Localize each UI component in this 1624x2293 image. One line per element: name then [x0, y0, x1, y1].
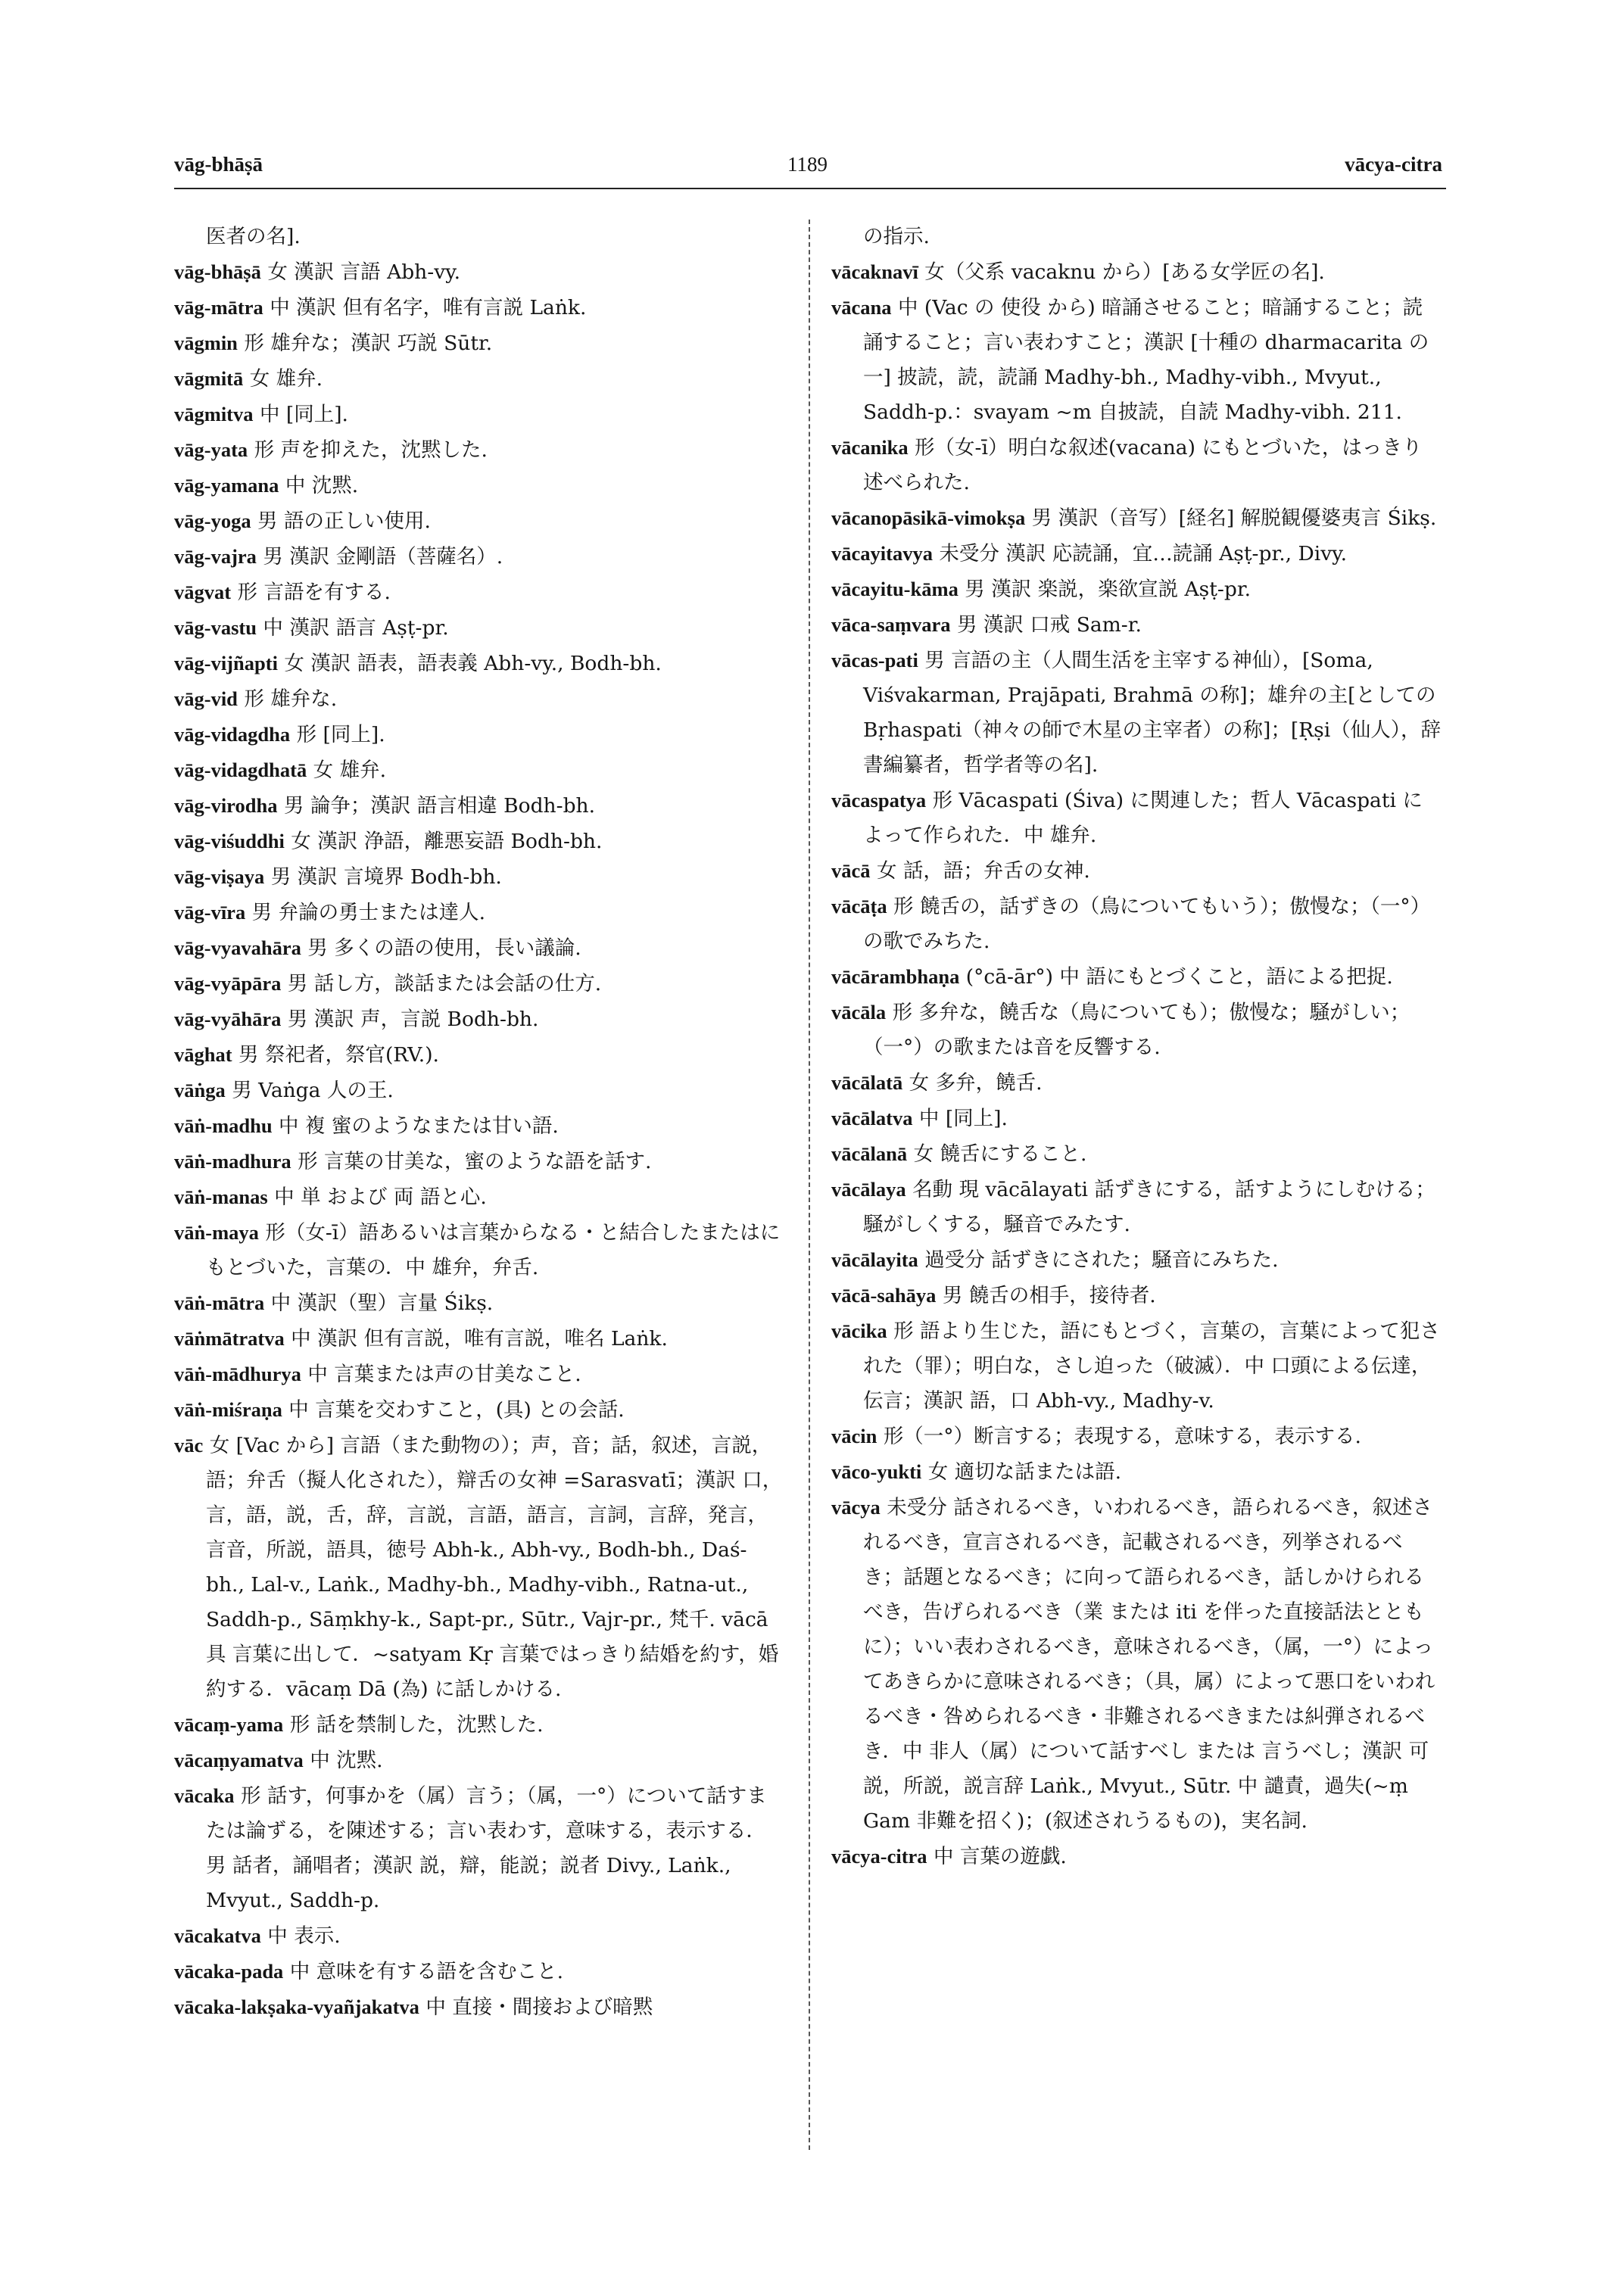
- dictionary-entry: [174, 575, 784, 610]
- entry-headword: vācāṭa: [831, 895, 887, 918]
- entry-definition: 形（一°）断言する；表現する，意味する，表示する.: [883, 1425, 1361, 1448]
- entry-definition: 女 饒舌にすること.: [913, 1142, 1087, 1166]
- entry-definition: 男 言語の主（人間生活を主宰する神仙），[Soma, Viśvakarman, Prajāpati, Brahmā の称]；雄弁の主[としての Bṛhaspati（神々の師で木星の主宰者）の称]；[Ṛṣi（仙人），辞書編纂者，哲学者等の名].: [863, 649, 1441, 777]
- entry-definition: 過受分 話ずきにされた；騒音にみちた.: [924, 1248, 1279, 1272]
- dictionary-entry: [831, 572, 1441, 607]
- entry-headword: vācālatā: [831, 1071, 903, 1094]
- dictionary-entry: [174, 254, 784, 290]
- dictionary-entry: [174, 397, 784, 432]
- entry-headword: vāg-vīra: [174, 901, 246, 924]
- dictionary-entry: [831, 500, 1441, 536]
- entry-definition: 中 漢訳 但有名字，唯有言説 Laṅk.: [270, 296, 587, 319]
- dictionary-entry: [831, 607, 1441, 643]
- entry-headword: vāg-vyāhāra: [174, 1008, 282, 1030]
- entry-definition: 医者の名].: [206, 225, 301, 248]
- entry-headword: vācāla: [831, 1001, 887, 1023]
- dictionary-entry: [831, 1065, 1441, 1101]
- entry-headword: vācya: [831, 1496, 881, 1519]
- entry-definition: 中 表示.: [267, 1924, 341, 1948]
- dictionary-entry: [174, 824, 784, 859]
- entry-definition: 男 Vaṅga 人の王.: [232, 1079, 394, 1102]
- entry-definition: 中 (Vac の 使役 から) 暗誦させること；暗誦すること；読誦すること；言い表わすこと；漢訳 [十種の dharmacarita の一] 披読，読，読誦 Madhy-bh., Madhy-vibh., Mvyut., Saddh-p.：svayam ~m 自披読，自読 Madhy-vibh. 211.: [863, 296, 1429, 424]
- entry-definition: 女 適切な話または語.: [927, 1460, 1122, 1484]
- entry-definition: (°cā-ār°) 中 語にもとづくこと，語による把捉.: [965, 965, 1393, 989]
- dictionary-entry: [174, 1285, 784, 1321]
- dictionary-entry: [174, 752, 784, 788]
- entry-definition: 男 漢訳 楽説，楽欲宣説 Aṣṭ-pr.: [965, 578, 1252, 601]
- entry-definition: 女 雄弁.: [249, 367, 323, 391]
- dictionary-entry: [831, 1839, 1441, 1874]
- dictionary-entry: [831, 783, 1441, 853]
- dictionary-entry: [174, 1918, 784, 1954]
- entry-headword: vāg-virodha: [174, 794, 278, 817]
- dictionary-entry: [174, 1392, 784, 1428]
- dictionary-entry: [174, 966, 784, 1002]
- dictionary-entry: [831, 430, 1441, 500]
- dictionary-entry: [831, 1278, 1441, 1313]
- dictionary-entry: [174, 1215, 784, 1285]
- entry-headword: vācaka-pada: [174, 1960, 284, 1983]
- entry-headword: vāṅ-madhura: [174, 1150, 291, 1173]
- entry-definition: 形 雄弁な；漢訳 巧説 Sūtr.: [244, 332, 493, 355]
- entry-headword: vācālanā: [831, 1142, 908, 1165]
- right-column: [831, 220, 1441, 1874]
- entry-headword: vāṅ-mādhurya: [174, 1363, 301, 1385]
- running-head-right: vācya-citra: [1345, 153, 1442, 176]
- entry-headword: vāg-yata: [174, 438, 248, 461]
- entry-headword: vāg-yamana: [174, 474, 279, 497]
- entry-definition: 中 言葉の遊戯.: [934, 1845, 1067, 1868]
- entry-headword: vācayitavya: [831, 542, 933, 565]
- entry-headword: vācaṃyamatva: [174, 1749, 304, 1771]
- dictionary-entry: [174, 930, 784, 966]
- dictionary-entry: [174, 646, 784, 681]
- page-number: 1189: [787, 153, 828, 176]
- entry-headword: vāg-vidagdhatā: [174, 759, 307, 781]
- entry-definition: 男 話し方，談話または会話の仕方.: [287, 972, 602, 995]
- entry-headword: vāg-viṣaya: [174, 865, 265, 888]
- entry-definition: 男 弁論の勇士または達人.: [251, 901, 485, 924]
- entry-headword: vāghat: [174, 1043, 232, 1066]
- dictionary-entry: [174, 468, 784, 503]
- entry-headword: vāg-vid: [174, 687, 238, 710]
- dictionary-entry: [831, 290, 1441, 430]
- entry-definition: 形 多弁な，饒舌な（鳥についても）；傲慢な；騒がしい；（一°）の歌または音を反響する.: [863, 1001, 1410, 1059]
- entry-headword: vācā: [831, 859, 871, 882]
- dictionary-entry: [831, 1242, 1441, 1278]
- dictionary-entry: [174, 326, 784, 361]
- entry-definition: 中 沈黙.: [285, 474, 359, 497]
- entry-definition: 中 直接・間接および暗黙: [425, 1995, 653, 2019]
- entry-headword: vāg-vyāpāra: [174, 972, 282, 995]
- dictionary-entry: [174, 1357, 784, 1392]
- entry-headword: vācārambhaṇa: [831, 965, 960, 988]
- dictionary-entry: [174, 895, 784, 930]
- entry-headword: vācana: [831, 296, 892, 319]
- dictionary-entry: [831, 1136, 1441, 1172]
- entry-headword: vāg-vastu: [174, 616, 257, 639]
- entry-definition: 男 語の正しい使用.: [257, 509, 431, 533]
- dictionary-entry: [174, 361, 784, 397]
- dictionary-entry: [174, 503, 784, 539]
- dictionary-entry: [831, 220, 1441, 254]
- entry-headword: vācayitu-kāma: [831, 578, 959, 600]
- entry-headword: vācaka-lakṣaka-vyañjakatva: [174, 1995, 419, 2018]
- entry-headword: vācaspatya: [831, 789, 927, 812]
- entry-definition: 形 語より生じた，語にもとづく，言葉の，言葉によって犯された（罪）；明白な，さし迫った（破滅）．中 口頭による伝達，伝言；漢訳 語，口 Abh-vy., Madhy-v.: [863, 1319, 1440, 1413]
- dictionary-entry: [831, 643, 1441, 783]
- dictionary-entry: [174, 432, 784, 468]
- dictionary-entry: [831, 1419, 1441, 1454]
- entry-definition: 女 漢訳 浄語，離悪妄語 Bodh-bh.: [291, 830, 603, 853]
- dictionary-entry: [174, 788, 784, 824]
- entry-headword: vācas-pati: [831, 649, 918, 671]
- entry-definition: 女 多弁，饒舌.: [909, 1071, 1043, 1095]
- entry-definition: 中 言葉を交わすこと，(具) との会話.: [288, 1398, 625, 1422]
- entry-headword: vāṅmātratva: [174, 1327, 285, 1350]
- left-column: [174, 220, 784, 2025]
- entry-headword: vāṅ-mātra: [174, 1291, 265, 1314]
- entry-definition: 男 論争；漢訳 語言相違 Bodh-bh.: [283, 794, 596, 818]
- dictionary-entry: [831, 1101, 1441, 1136]
- entry-definition: 中 複 蜜のようなまたは甘い語.: [279, 1114, 559, 1138]
- entry-headword: vāg-vyavahāra: [174, 936, 301, 959]
- dictionary-entry: [174, 1428, 784, 1707]
- entry-definition: 男 漢訳 金剛語（菩薩名）.: [263, 545, 503, 569]
- entry-definition: 中 [同上].: [918, 1107, 1008, 1130]
- dictionary-entry: [174, 1002, 784, 1037]
- entry-headword: vāgmin: [174, 332, 238, 354]
- dictionary-entry: [174, 220, 784, 254]
- entry-headword: vāca-saṃvara: [831, 613, 951, 636]
- entry-headword: vācālaya: [831, 1178, 906, 1201]
- dictionary-entry: [831, 536, 1441, 572]
- dictionary-entry: [831, 995, 1441, 1065]
- entry-headword: vāṅ-madhu: [174, 1114, 273, 1137]
- entry-definition: 女 雄弁.: [313, 759, 387, 782]
- entry-headword: vāgmitā: [174, 367, 244, 390]
- entry-headword: vācaka: [174, 1784, 235, 1807]
- entry-definition: 女 話，語；弁舌の女神.: [876, 859, 1090, 883]
- entry-definition: 男 漢訳 言境界 Bodh-bh.: [270, 865, 502, 889]
- entry-definition: 男 漢訳（音写）[経名] 解脱観優婆夷言 Śikṣ.: [1031, 506, 1437, 530]
- entry-definition: 形 言語を有する.: [237, 581, 391, 604]
- dictionary-entry: [174, 1144, 784, 1179]
- header-rule: [174, 188, 1446, 189]
- entry-definition: 未受分 話されるべき，いわれるべき，語られるべき，叙述されるべき，宣言されるべき，記載されるべき，列挙されるべき；話題となるべき；に向って語られるべき，話しかけられるべき，告げられるべき（業 または iti を伴った直接話法とともに）；いい表わされるべき，意味されるべき，（属，一°）によってあきらかに意味されるべき；（具，属）によって悪口をいわれるべき・咎められるべき・非難されるべきまたは糾弾されるべき．中 非人（属）について話すべし または 言うべし；漢訳 可説，所説，説言辞 Laṅk., Mvyut., Sūtr. 中 譴責，過失(~ṃ Gam 非難を招く)；(叙述されうるもの)，実名詞.: [863, 1496, 1435, 1833]
- dictionary-entry: [174, 1989, 784, 2025]
- entry-headword: vācaknavī: [831, 260, 918, 283]
- entry-headword: vāg-viśuddhi: [174, 830, 285, 852]
- entry-definition: 男 漢訳 口戒 Sam-r.: [956, 613, 1142, 637]
- dictionary-entry: [174, 717, 784, 752]
- dictionary-entry: [174, 1037, 784, 1073]
- entry-definition: 女 漢訳 言語 Abh-vy.: [267, 260, 461, 284]
- entry-definition: 名動 現 vācālayati 話ずきにする，話すようにしむける；騒がしくする，騒音でみたす.: [863, 1178, 1435, 1236]
- entry-definition: の指示.: [863, 225, 930, 248]
- entry-definition: 中 言葉または声の甘美なこと.: [307, 1363, 581, 1386]
- entry-definition: 女 漢訳 語表，語表義 Abh-vy., Bodh-bh.: [284, 652, 662, 675]
- entry-definition: 形（女-ī）語あるいは言葉からなる・と結合したまたはにもとづいた，言葉の．中 雄弁，弁舌.: [206, 1221, 781, 1279]
- entry-definition: 形 声を抑えた，沈黙した.: [254, 438, 488, 462]
- entry-definition: 男 饒舌の相手，接待者.: [942, 1284, 1156, 1307]
- dictionary-entry: [174, 1743, 784, 1778]
- column-divider: [809, 220, 810, 2150]
- entry-headword: vācaṃ-yama: [174, 1713, 284, 1736]
- entry-headword: vāg-mātra: [174, 296, 263, 319]
- dictionary-entry: [174, 859, 784, 895]
- entry-definition: 形 話を禁制した，沈黙した.: [289, 1713, 544, 1737]
- entry-headword: vācanika: [831, 436, 909, 459]
- dictionary-entry: [831, 1454, 1441, 1490]
- entry-definition: 中 意味を有する語を含むこと.: [289, 1960, 564, 1983]
- dictionary-entry: [831, 254, 1441, 290]
- entry-definition: 中 単 および 両 語と心.: [274, 1185, 487, 1209]
- entry-definition: 形 饒舌の，話ずきの（鳥についてもいう）；傲慢な；（一°）の歌でみちた.: [863, 895, 1431, 953]
- dictionary-entry: [174, 539, 784, 575]
- dictionary-entry: [831, 1172, 1441, 1242]
- entry-definition: 中 沈黙.: [310, 1749, 383, 1772]
- dictionary-entry: [174, 1108, 784, 1144]
- entry-headword: vācya-citra: [831, 1845, 927, 1868]
- entry-definition: 形（女-ī）明白な叙述(vacana) にもとづいた，はっきり述べられた.: [863, 436, 1423, 494]
- entry-definition: 形 言葉の甘美な，蜜のような語を話す.: [298, 1150, 652, 1173]
- entry-headword: vāco-yukti: [831, 1460, 922, 1483]
- entry-headword: vāg-yoga: [174, 509, 251, 532]
- entry-headword: vāg-vijñapti: [174, 652, 278, 675]
- entry-headword: vāṅ-miśraṇa: [174, 1398, 282, 1421]
- dictionary-entry: [831, 959, 1441, 995]
- entry-headword: vācā-sahāya: [831, 1284, 937, 1307]
- entry-headword: vāṅ-manas: [174, 1185, 268, 1208]
- entry-definition: 形 Vācaspati (Śiva) に関連した；哲人 Vācaspati によって作られた．中 雄弁.: [863, 789, 1423, 847]
- entry-definition: 男 漢訳 声，言説 Bodh-bh.: [287, 1008, 539, 1031]
- entry-headword: vācanopāsikā-vimokṣa: [831, 506, 1026, 529]
- dictionary-entry: [174, 681, 784, 717]
- entry-definition: 中 漢訳（聖）言量 Śikṣ.: [270, 1291, 494, 1315]
- dictionary-entry: [174, 1179, 784, 1215]
- dictionary-entry: [831, 1490, 1441, 1839]
- entry-headword: vācika: [831, 1319, 887, 1342]
- dictionary-entry: [174, 610, 784, 646]
- entry-definition: 形 話す，何事かを（属）言う；（属，一°）について話すまたは論ずる，を陳述する；言い表わす，意味する，表示する．男 話者，誦唱者；漢訳 説，辯，能説；説者 Divy., Laṅk., Mvyut., Saddh-p.: [206, 1784, 767, 1912]
- entry-headword: vāgvat: [174, 581, 232, 603]
- entry-definition: 男 多くの語の使用，長い議論.: [307, 936, 581, 960]
- entry-headword: vācin: [831, 1425, 877, 1447]
- entry-definition: 未受分 漢訳 応読誦，宜…読誦 Aṣṭ-pr., Divy.: [939, 542, 1348, 565]
- entry-definition: 女 [Vac から] 言語（また動物の）；声，音；話，叙述，言説，語；弁舌（擬人化された），辯舌の女神 =Sarasvatī；漢訳 口，言，語，説，舌，辞，言説，言語，語言，言詞，言辞，発言，言音，所説，語具，徳号 Abh-k., Abh-vy., Bodh-bh., Daś-bh., Lal-v., Laṅk., Madhy-bh., Madhy-vibh., Ratna-ut., Saddh-p., Sāṃkhy-k., Sapt-pr., Sūtr., Vajr-pr., 梵千. vācā 具 言葉に出して．~satyam Kṛ 言葉ではっきり結婚を約す，婚約する．vācaṃ Dā (為) に話しかける.: [206, 1434, 783, 1701]
- dictionary-entry: [174, 290, 784, 326]
- entry-headword: vāg-vidagdha: [174, 723, 291, 746]
- entry-headword: vāg-vajra: [174, 545, 257, 568]
- entry-definition: 中 漢訳 但有言説，唯有言説，唯名 Laṅk.: [291, 1327, 668, 1351]
- entry-definition: 女（父系 vacaknu から）[ある女学匠の名].: [924, 260, 1325, 284]
- entry-definition: 中 漢訳 語言 Aṣṭ-pr.: [263, 616, 449, 640]
- entry-headword: vāc: [174, 1434, 204, 1456]
- dictionary-entry: [174, 1321, 784, 1357]
- entry-headword: vācālatva: [831, 1107, 913, 1129]
- entry-definition: 形 雄弁な.: [244, 687, 338, 711]
- dictionary-entry: [831, 853, 1441, 889]
- dictionary-entry: [174, 1778, 784, 1918]
- dictionary-entry: [174, 1954, 784, 1989]
- entry-headword: vāṅ-maya: [174, 1221, 259, 1244]
- entry-definition: 中 [同上].: [259, 403, 348, 426]
- dictionary-entry: [174, 1073, 784, 1108]
- dictionary-entry: [831, 889, 1441, 959]
- entry-definition: 男 祭祀者，祭官(RV.).: [238, 1043, 439, 1067]
- entry-headword: vāṅga: [174, 1079, 226, 1101]
- entry-headword: vāgmitva: [174, 403, 254, 425]
- running-head-left: vāg-bhāṣā: [174, 153, 263, 176]
- entry-headword: vācālayita: [831, 1248, 918, 1271]
- entry-definition: 形 [同上].: [296, 723, 385, 746]
- dictionary-entry: [174, 1707, 784, 1743]
- entry-headword: vācakatva: [174, 1924, 261, 1947]
- entry-headword: vāg-bhāṣā: [174, 260, 261, 283]
- dictionary-entry: [831, 1313, 1441, 1419]
